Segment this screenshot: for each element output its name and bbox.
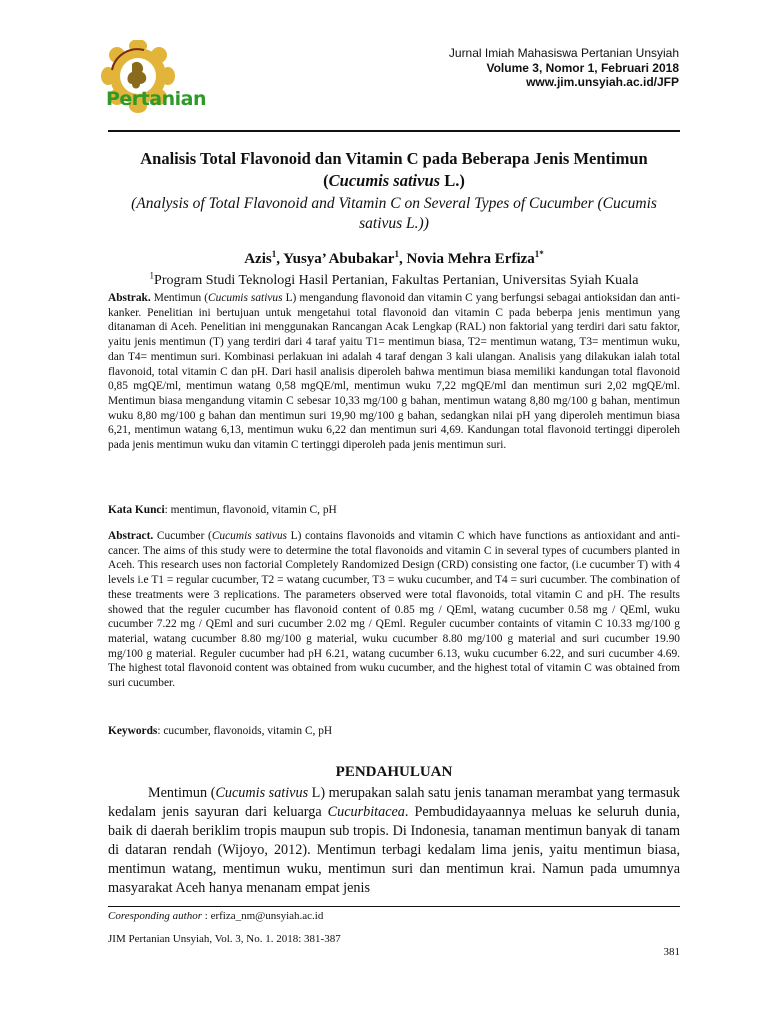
intro-species: Cucumis sativus <box>215 785 309 801</box>
kata-kunci <box>108 503 680 518</box>
paper-title-english: (Analysis of Total Flavonoid and Vitamin C on Several Types of Cucumber (Cucumis sativus L.)) <box>131 195 657 232</box>
intro-text-3: . Pembudidayaannya meluas ke seluruh dunia, baik di daerah beriklim tropis maupun sub tropis. Di Indonesia, tanaman mentimun banyak di tanam di dataran rendah (Wijoyo, 2012). Mentimun terbagi kedalam lima jenis, yaitu mentimun biasa, mentimun watang, mentimun wuku, mentimun suri dan mentimun krai. Namun pada umumnya masyarakat Aceh hanya menanam empat jenis <box>108 804 680 897</box>
title-line1: Analisis Total Flavonoid dan Vitamin C pada Beberapa Jenis Mentimun <box>140 149 648 168</box>
journal-logo <box>100 40 206 120</box>
page-number: 381 <box>663 946 680 958</box>
abstract-body: L) contains flavonoids and vitamin C which have functions as antioxidant and anti-cancer. The aims of this study were to determine the total flavonoids and vitamin C in several types of cucumbers planted in Aceh. This research uses non factorial Completely Randomized Design (CRD) consisting one factor, (i.e cucumber T) with 4 levels i.e T1 = regular cucumber, T2 = watang cucumber, T3 = wuku cucumber, and T4 = suri cucumber. The combination of these treatments were 3 replications. The parameters observed were total flavonoids, total vitamin C and pH. The results showed that the reguler cucumber has flavonoid content of 0.85 mg / QEml, watang cucumber 0.58 mg / QEml, wuku cucumber 7.22 mg / QEml and suri cucumber 2.02 mg / QEml. Reguler cucumber containts of vitamin C 10.33 mg/100 g material, watang cucumber 8.80 mg/100 g material, wuku cucumber 8.80 mg/100 g material and suri cucumber 19.90 mg/100 g material. Reguler cucumber had pH 6.21, watang cucumber 6.13, wuku cucumber 6.22, and suri cucumber 4.69. The highest total flavonoid content was obtained from wuku cucumber, and the highest total of vitamin C was obtained from suri cucumber. <box>108 530 680 690</box>
abstrak-body: L) mengandung flavonoid dan vitamin C yang berfungsi sebagai antioksidan dan anti-kanker. Penelitian ini bertujuan untuk mengetahui total flavonoid dan vitamin C pada beberpa jenis mentimun yang ditanaman di Aceh. Penelitian ini menggunakan Rancangan Acak Lengkap (RAL) non faktorial yang terdiri dari satu faktor, yaitu jenis mentimun (T) yang terdiri dari 4 taraf yaitu T1= mentimun biasa, T2= mentimun watang, T3= mentimun wuku, dan T4= mentimun suri. Kombinasi perlakuan ini adalah 4 taraf dengan 3 kali ulangan. Analisis yang dilakukan ialah total flavonoid, total vitamin C dan pH. Dari hasil analisis diperoleh bahwa mentimun biasa memiliki kandungan total flavonoid 0,85 mgQE/ml, mentimun watang 0,58 mgQE/ml, mentimun wuku 7,22 mgQE/ml dan mentimun suri 2,02 mgQE/ml. Mentimun biasa mengandung vitamin C sebesar 10,33 mg/100 g bahan, mentimun watang 8,80 mg/100 g bahan, mentimun wuku 8,80 mg/100 g bahan dan mentimun suri 19,90 mg/100 g bahan, sedangkan nilai pH yang diperoleh mentimun biasa 6,21, mentimun watang 6,13, mentimun wuku 6,22 dan mentimun suri 4,69. Kandungan total flavonoid tertinggi diperoleh pada jenis mentimun wuku dan vitamin C tertinggi diperoleh pada jenis mentimun suri. <box>108 292 681 452</box>
author-separator: , <box>276 251 284 267</box>
journal-volume: Volume 3, Nomor 1, Februari 2018 <box>486 60 679 75</box>
author-1-sup: 1 <box>271 249 277 259</box>
author-1: Azis <box>244 251 272 267</box>
abstract-indonesian <box>108 291 680 453</box>
author-2: Yusya’ Abubakar <box>283 251 395 267</box>
logo-wordmark: Pertanian <box>106 88 206 110</box>
abstract-species: Cucumis sativus <box>211 530 287 542</box>
title-species: Cucumis sativus <box>328 171 441 190</box>
citation-line: JIM Pertanian Unsyiah, Vol. 3, No. 1. 2018: 381-387 <box>108 933 341 945</box>
paper-title <box>108 148 680 192</box>
abstract-pre: Cucumber ( <box>153 530 212 542</box>
corresp-email: : erfiza_nm@unsyiah.ac.id <box>202 910 324 922</box>
author-3-sup: 1* <box>534 249 544 259</box>
intro-paragraph <box>108 784 680 899</box>
intro-family: Cucurbitacea <box>327 804 405 821</box>
journal-name: Jurnal Imiah Mahasiswa Pertanian Unsyiah <box>448 46 679 60</box>
keywords-label: Keywords <box>108 725 158 737</box>
abstract-english <box>108 529 680 691</box>
journal-url[interactable]: www.jim.unsyiah.ac.id/JFP <box>526 75 679 89</box>
title-line2-pre: ( <box>323 171 329 190</box>
abstrak-pre: Mentimun ( <box>150 292 209 304</box>
affiliation-sup: 1 <box>149 270 155 281</box>
section-heading: PENDAHULUAN <box>335 764 453 780</box>
title-block <box>108 148 680 290</box>
abstrak-species: Cucumis sativus <box>208 292 283 304</box>
corresponding-author <box>108 910 323 922</box>
title-line2-post: L.) <box>440 171 465 190</box>
keywords <box>108 724 680 739</box>
footer-divider <box>108 906 680 907</box>
corresp-label: Coresponding author <box>108 910 203 922</box>
affiliation-text: Program Studi Teknologi Hasil Pertanian, Fakultas Pertanian, Universitas Syiah Kuala <box>154 273 639 288</box>
journal-info <box>449 46 679 90</box>
author-separator: , <box>398 251 407 267</box>
author-3: Novia Mehra Erfiza <box>406 251 535 267</box>
header-divider <box>108 130 680 132</box>
abstract-label: Abstract. <box>108 530 154 542</box>
intro-text-1: Mentimun ( <box>148 785 216 801</box>
abstrak-label: Abstrak. <box>108 292 151 304</box>
author-2-sup: 1 <box>394 249 399 259</box>
kata-kunci-value: : mentimun, flavonoid, vitamin C, pH <box>164 504 337 516</box>
affiliation <box>108 272 680 290</box>
author-list <box>108 249 680 269</box>
keywords-value: : cucumber, flavonoids, vitamin C, pH <box>157 725 333 737</box>
intro-text-2: L) merupakan salah satu jenis tanaman merambat yang termasuk kedalam jenis sayuran dari keluarga <box>108 785 680 821</box>
kata-kunci-label: Kata Kunci <box>108 504 165 516</box>
